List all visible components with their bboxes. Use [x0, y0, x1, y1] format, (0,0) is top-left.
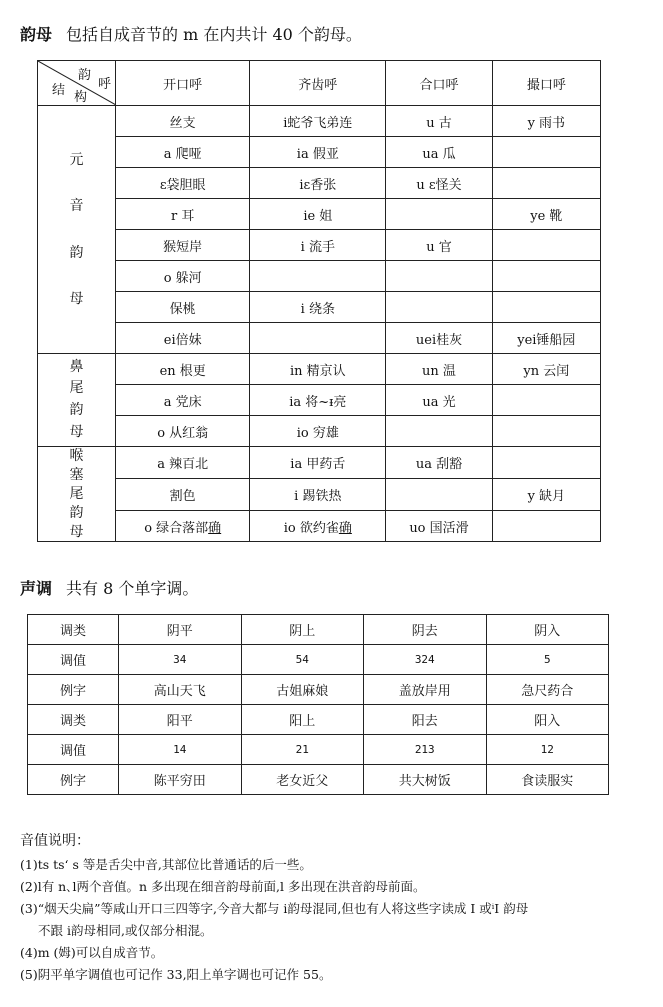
cell	[386, 292, 492, 323]
cell: 阳去	[364, 705, 487, 735]
corner-top-mid: 韵	[78, 68, 92, 83]
cell: u ɛ怪关	[386, 168, 492, 199]
cell: 阴平	[119, 615, 242, 645]
note-item: (4)m (姆)可以自成音节。	[20, 945, 164, 960]
cell: 猴短岸	[116, 230, 250, 261]
cell: ia 假亚	[250, 137, 386, 168]
col-header-kaikou: 开口呼	[116, 61, 250, 106]
corner-bottom-left: 结	[52, 83, 66, 98]
cell: r 耳	[116, 199, 250, 230]
cell: uo 国活滑	[386, 510, 492, 542]
finals-description: 包括自成音节的 m 在内共计 40 个韵母。	[66, 25, 362, 44]
cell: 54	[241, 645, 364, 675]
cell: 食读服实	[486, 765, 609, 795]
finals-heading: 韵母	[20, 25, 53, 44]
cell: y 雨书	[492, 106, 600, 137]
category-stop: 喉塞尾韵母	[38, 447, 116, 542]
table-row	[38, 199, 601, 230]
corner-cell	[38, 61, 116, 106]
cell	[492, 261, 600, 292]
row-label: 调值	[28, 735, 119, 765]
cell	[492, 416, 600, 447]
cell: ua 刮豁	[386, 447, 492, 479]
cell: ye 靴	[492, 199, 600, 230]
tones-description: 共有 8 个单字调。	[66, 579, 199, 598]
tones-heading: 声调	[20, 579, 53, 598]
cell: a 党床	[116, 385, 250, 416]
cell	[492, 510, 600, 542]
table-row	[28, 615, 609, 645]
underlined-char: 确	[208, 520, 222, 536]
cell: uei桂灰	[386, 323, 492, 354]
table-row	[38, 230, 601, 261]
cell: 阳上	[241, 705, 364, 735]
cell	[386, 478, 492, 510]
cell	[250, 323, 386, 354]
cell: i 踢铁热	[250, 478, 386, 510]
cell: i 流手	[250, 230, 386, 261]
cell: un 温	[386, 354, 492, 385]
cell: 共大树饭	[364, 765, 487, 795]
underlined-char: 确	[338, 520, 352, 536]
table-row	[38, 447, 601, 479]
table-row	[38, 323, 601, 354]
table-row	[38, 354, 601, 385]
cell: ua 光	[386, 385, 492, 416]
cell	[386, 416, 492, 447]
note-item: (3)“烟天尖扁”等咸山开口三四等字,今音大都与 i韵母混同,但也有人将这些字读成 I 或ⁱI 韵母	[20, 901, 529, 916]
cell: i蛇爷飞弟连	[250, 106, 386, 137]
cell	[386, 261, 492, 292]
cell: io 穷雄	[250, 416, 386, 447]
cell: 阴上	[241, 615, 364, 645]
note-item: (5)阴平单字调值也可记作 33,阳上单字调也可记作 55。	[20, 967, 332, 982]
cell: o 从红翁	[116, 416, 250, 447]
table-row	[38, 510, 601, 542]
tones-table	[27, 614, 609, 795]
note-item: 不跟 i韵母相同,或仅部分相混。	[38, 923, 213, 938]
cell: 阳入	[486, 705, 609, 735]
col-header-qichi: 齐齿呼	[250, 61, 386, 106]
col-header-hekou: 合口呼	[386, 61, 492, 106]
category-vowel: 元音韵母	[38, 106, 116, 354]
cell: 阴入	[486, 615, 609, 645]
row-label: 例字	[28, 675, 119, 705]
finals-table	[37, 60, 601, 542]
cell: yei锤船园	[492, 323, 600, 354]
cell: yn 云闰	[492, 354, 600, 385]
cell: 21	[241, 735, 364, 765]
notes-section	[20, 830, 660, 986]
cell: 急尺药合	[486, 675, 609, 705]
cell: 割色	[116, 478, 250, 510]
cell: io 欲约雀确	[250, 510, 386, 542]
cell: i 绕条	[250, 292, 386, 323]
cell: y 缺月	[492, 478, 600, 510]
cell: a 爬哑	[116, 137, 250, 168]
cell: u 官	[386, 230, 492, 261]
table-row	[38, 478, 601, 510]
cell: 14	[119, 735, 242, 765]
finals-heading-line	[20, 22, 362, 45]
cell: 保桃	[116, 292, 250, 323]
cell: ia 将~ᵻ亮	[250, 385, 386, 416]
cell: ia 甲药舌	[250, 447, 386, 479]
cell: 12	[486, 735, 609, 765]
cell	[492, 137, 600, 168]
cell: 5	[486, 645, 609, 675]
cell	[250, 261, 386, 292]
cell: 324	[364, 645, 487, 675]
cell: 阳平	[119, 705, 242, 735]
corner-top-right: 呼	[98, 77, 112, 92]
table-row	[38, 261, 601, 292]
col-header-cuokou: 撮口呼	[492, 61, 600, 106]
table-row	[28, 705, 609, 735]
cell: 老女近父	[241, 765, 364, 795]
table-row	[38, 385, 601, 416]
cell	[492, 230, 600, 261]
cell: in 精京认	[250, 354, 386, 385]
row-label: 例字	[28, 765, 119, 795]
cell: en 根更	[116, 354, 250, 385]
cell	[492, 292, 600, 323]
finals-header-row	[38, 61, 601, 106]
cell: 盖放岸用	[364, 675, 487, 705]
cell: o 绿合落部确	[116, 510, 250, 542]
cell	[492, 385, 600, 416]
notes-title: 音值说明：	[20, 833, 90, 849]
note-item: (1)ts ts‘ s 等是舌尖中音,其部位比普通话的后一些。	[20, 857, 312, 872]
cell: a 辣百北	[116, 447, 250, 479]
tones-heading-line	[20, 576, 198, 599]
cell: 阴去	[364, 615, 487, 645]
cell: 213	[364, 735, 487, 765]
cell: ie 姐	[250, 199, 386, 230]
table-row	[28, 675, 609, 705]
cell: 高山天飞	[119, 675, 242, 705]
cell: o 躲河	[116, 261, 250, 292]
table-row	[38, 292, 601, 323]
cell: 陈平穷田	[119, 765, 242, 795]
cell: ua 瓜	[386, 137, 492, 168]
note-item: (2)l有 n､l两个音值。n 多出现在细音韵母前面,l 多出现在洪音韵母前面。	[20, 879, 426, 894]
table-row	[28, 645, 609, 675]
table-row	[38, 137, 601, 168]
row-label: 调值	[28, 645, 119, 675]
row-label: 调类	[28, 705, 119, 735]
cell: 古姐麻娘	[241, 675, 364, 705]
row-label: 调类	[28, 615, 119, 645]
cell: ei倍妹	[116, 323, 250, 354]
table-row	[38, 106, 601, 137]
table-row	[38, 168, 601, 199]
table-row	[28, 735, 609, 765]
cell	[386, 199, 492, 230]
cell	[492, 168, 600, 199]
table-row	[28, 765, 609, 795]
table-row	[38, 416, 601, 447]
cell: ɛ袋胆眼	[116, 168, 250, 199]
cell: 34	[119, 645, 242, 675]
cell	[492, 447, 600, 479]
corner-bottom-mid: 构	[74, 90, 88, 105]
cell: u 古	[386, 106, 492, 137]
cell: 丝支	[116, 106, 250, 137]
cell: iɛ香张	[250, 168, 386, 199]
category-nasal: 鼻尾韵母	[38, 354, 116, 447]
